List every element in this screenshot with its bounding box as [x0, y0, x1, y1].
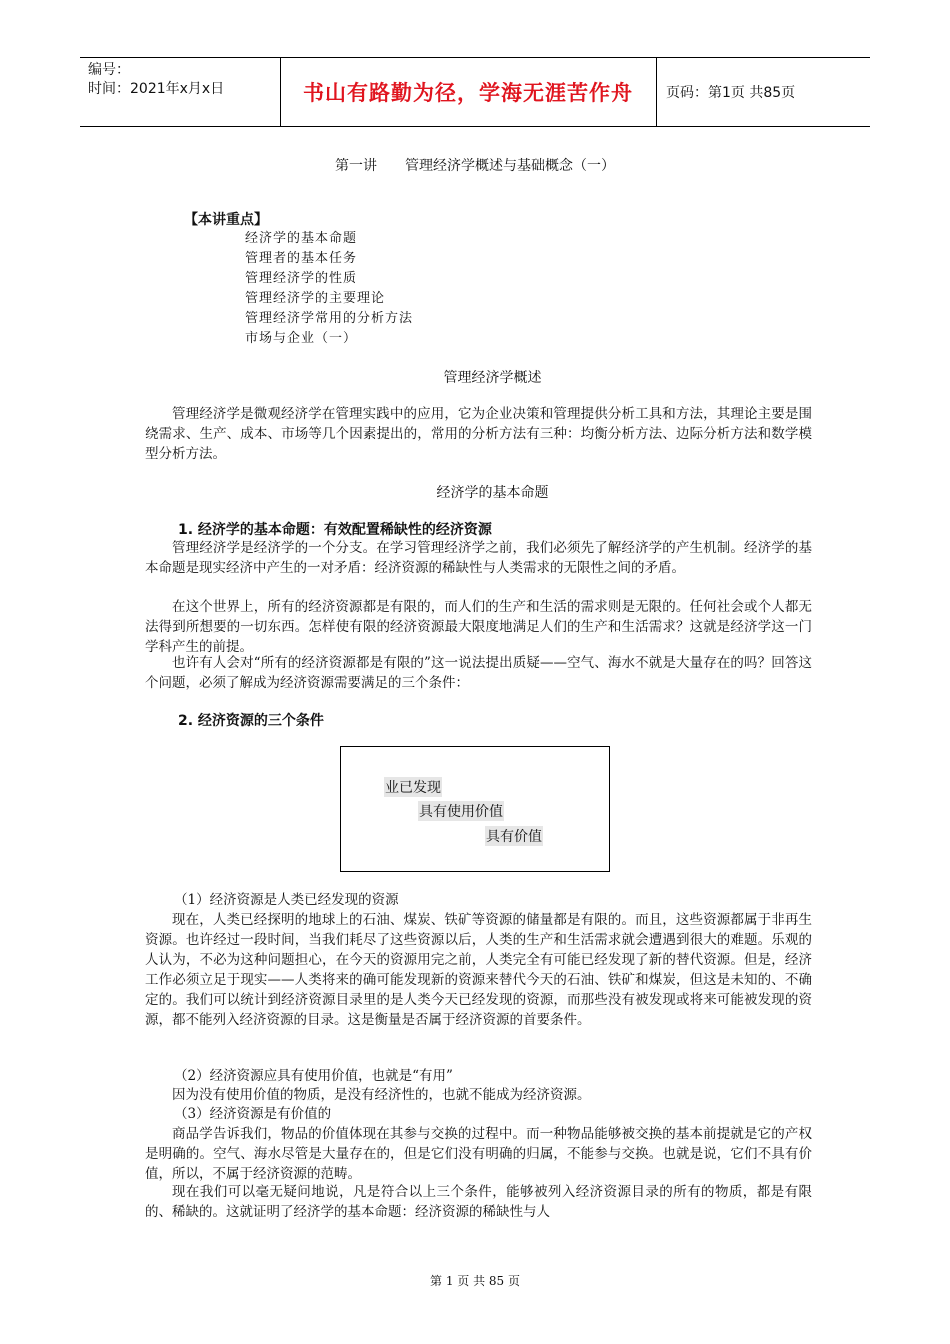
- condition-title: （3）经济资源是有价值的: [174, 1106, 332, 1122]
- condition-title: （2）经济资源应具有使用价值，也就是“有用”: [174, 1068, 453, 1084]
- document-time-label: 时间：2021年x月x日: [88, 81, 225, 97]
- closing-paragraph: 现在我们可以毫无疑问地说，凡是符合以上三个条件，能够被列入经济资源目录的所有的物质，都是有限的、稀缺的。这就证明了经济学的基本命题：经济资源的稀缺性与人: [145, 1184, 812, 1220]
- header-meta: [88, 61, 278, 99]
- lecture-title: [0, 155, 950, 175]
- condition-value: 具有价值: [485, 826, 543, 846]
- key-points-heading: 【本讲重点】: [184, 212, 268, 228]
- key-point-item: 管理经济学常用的分析方法: [245, 311, 414, 326]
- key-points-list: [245, 229, 413, 349]
- key-point-item: 市场与企业（一）: [245, 331, 358, 346]
- condition-paragraph: 现在，人类已经探明的地球上的石油、煤炭、铁矿等资源的储量都是有限的。而且，这些资源都属于非再生资源。也许经过一段时间，当我们耗尽了这些资源以后，人类的生产和生活需求就会遭遇到很大的难题。乐观的人认为，不必为这种问题担心，在今天的资源用完之前，人类完全有可能已经发现了新的替代资源。但是，经济工作必须立足于现实——人类将来的确可能发现新的资源来替代今天的石油、铁矿和煤炭，但这是未知的、不确定的。我们可以统计到经济资源目录里的是人类今天已经发现的资源，而那些没有被发现或将来可能被发现的资源，都不能列入经济资源的目录。这是衡量是否属于经济资源的首要条件。: [145, 912, 812, 1028]
- key-point-item: 管理经济学的主要理论: [245, 291, 386, 306]
- proposition-paragraph: 也许有人会对“所有的经济资源都是有限的”这一说法提出质疑——空气、海水不就是大量存在的吗？回答这个问题，必须了解成为经济资源需要满足的三个条件：: [145, 655, 812, 691]
- condition-paragraph: 因为没有使用价值的物质，是没有经济性的，也就不能成为经济资源。: [172, 1087, 591, 1103]
- key-point-item: 经济学的基本命题: [245, 231, 358, 246]
- key-point-item: 管理经济学的性质: [245, 271, 358, 286]
- conditions-subheading: 2. 经济资源的三个条件: [178, 713, 324, 729]
- proposition-paragraph: 管理经济学是经济学的一个分支。在学习管理经济学之前，我们必须先了解经济学的产生机制。经济学的基本命题是现实经济中产生的一对矛盾：经济资源的稀缺性与人类需求的无限性之间的矛盾。: [145, 540, 812, 576]
- document-header: [80, 57, 870, 127]
- proposition-paragraph: 在这个世界上，所有的经济资源都是有限的，而人们的生产和生活的需求则是无限的。任何社会或个人都无法得到所想要的一切东西。怎样使有限的经济资源最大限度地满足人们的生产和生活需求？这就是经济学这一门学科产生的前提。: [145, 599, 812, 655]
- overview-paragraph: 管理经济学是微观经济学在管理实践中的应用，它为企业决策和管理提供分析工具和方法，其理论主要是围绕需求、生产、成本、市场等几个因素提出的，常用的分析方法有三种：均衡分析方法、边际分析方法和数学模型分析方法。: [145, 406, 812, 462]
- condition-discovered: 业已发现: [384, 777, 442, 797]
- header-motto: 书山有路勤为径，学海无涯苦作舟: [303, 81, 633, 105]
- condition-paragraph: 商品学告诉我们，物品的价值体现在其参与交换的过程中。而一种物品能够被交换的基本前提就是它的产权是明确的。空气、海水尽管是大量存在的，但是它们没有明确的归属，不能参与交换。也就是说，它们不具有价值，所以，不属于经济资源的范畴。: [145, 1126, 812, 1182]
- document-number-label: 编号：: [88, 62, 130, 78]
- lecture-topic: 管理经济学概述与基础概念（一）: [405, 158, 615, 174]
- conditions-diagram: [340, 746, 610, 872]
- proposition-subheading: 1. 经济学的基本命题：有效配置稀缺性的经济资源: [178, 522, 492, 538]
- condition-title: （1）经济资源是人类已经发现的资源: [174, 892, 399, 908]
- header-page-info: 页码：第1页 共85页: [666, 85, 796, 101]
- header-divider: [280, 58, 281, 126]
- page-footer: 第 1 页 共 85 页: [430, 1274, 520, 1288]
- overview-heading: 管理经济学概述: [443, 370, 542, 386]
- condition-use-value: 具有使用价值: [418, 801, 504, 821]
- proposition-heading: 经济学的基本命题: [436, 485, 549, 501]
- lecture-number: 第一讲: [335, 158, 377, 174]
- header-divider: [656, 58, 657, 126]
- key-point-item: 管理者的基本任务: [245, 251, 358, 266]
